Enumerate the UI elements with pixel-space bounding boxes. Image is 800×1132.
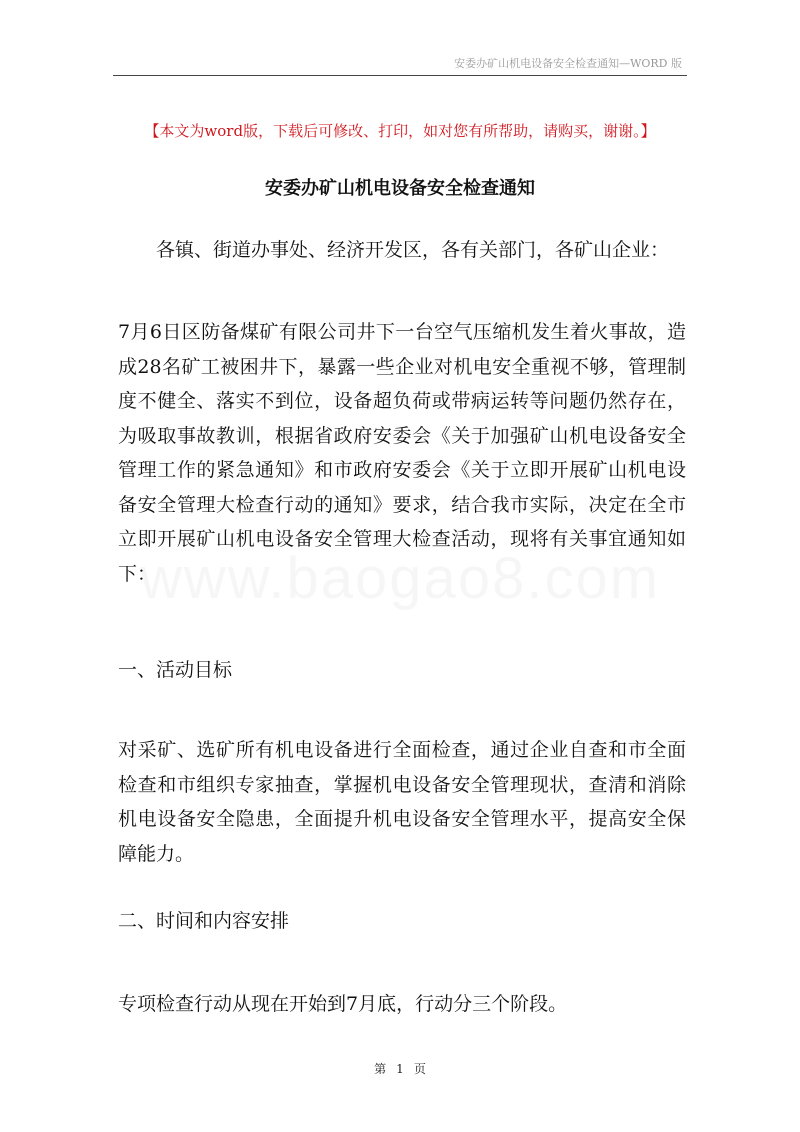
body-paragraph-goals: 对采矿、选矿所有机电设备进行全面检查，通过企业自查和市全面检查和市组织专家抽查，掌握机电设备安全管理现状，查清和消除机电设备安全隐患，全面提升机电设备安全管理水平，提高安全保障能力。 [118, 739, 686, 865]
page-number: 1 [396, 1062, 404, 1076]
body-paragraph-schedule: 专项检查行动从现在开始到7月底，行动分三个阶段。 [118, 993, 568, 1015]
page-prefix: 第 [374, 1062, 387, 1076]
document-title: 安委办矿山机电设备安全检查通知 [265, 178, 535, 199]
header-divider [113, 75, 687, 76]
section-heading-goals: 一、活动目标 [118, 659, 233, 681]
page-suffix: 页 [413, 1062, 426, 1076]
running-header: 安委办矿山机电设备安全检查通知—WORD 版 [454, 57, 682, 70]
page-footer [0, 1060, 800, 1077]
body-paragraph-intro: 7月6日区防备煤矿有限公司井下一台空气压缩机发生着火事故，造成28名矿工被困井下，暴露一些企业对机电安全重视不够，管理制度不健全、落实不到位，设备超负荷或带病运转等问题仍然存在，为吸取事故教训，根据省政府安委会《关于加强矿山机电设备安全管理工作的紧急通知》和市政府安委会《关于立即开展矿山机电设备安全管理大检查行动的通知》要求，结合我市实际，决定在全市立即开展矿山机电设备安全管理大检查活动，现将有关事宜通知如下： [118, 321, 686, 585]
section-heading-schedule: 二、时间和内容安排 [118, 910, 290, 932]
download-notice: 【本文为word版，下载后可修改、打印，如对您有所帮助，请购买，谢谢。】 [144, 122, 656, 140]
salutation: 各镇、街道办事处、经济开发区，各有关部门，各矿山企业： [156, 239, 670, 261]
